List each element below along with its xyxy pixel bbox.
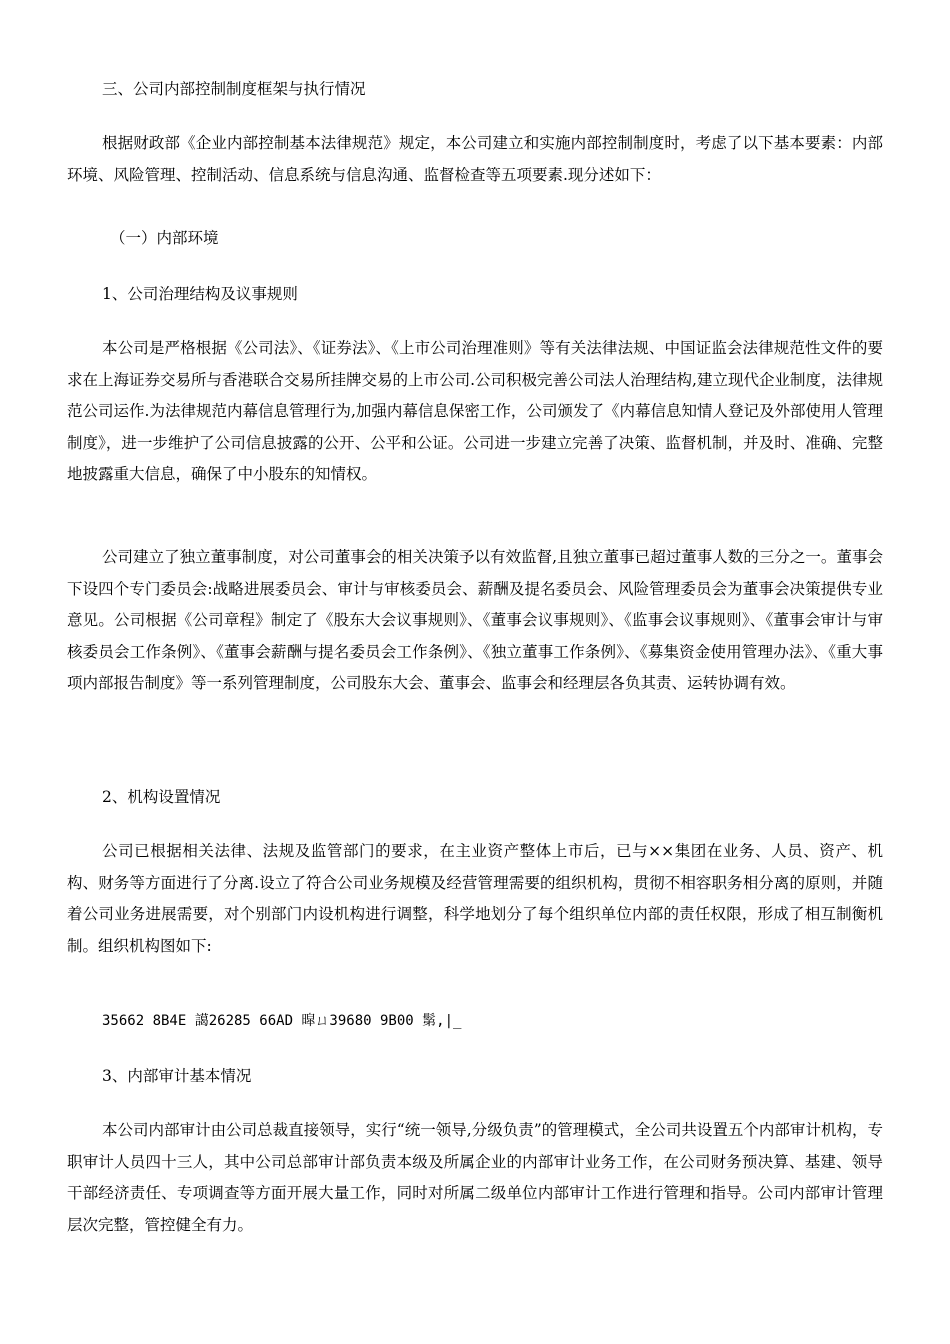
intro-paragraph: 根据财政部《企业内部控制基本法律规范》规定，本公司建立和实施内部控制制度时，考虑了以下基本要素：内部环境、风险管理、控制活动、信息系统与信息沟通、监督检查等五项要素.现分述如下： [67, 134, 883, 184]
item2-paragraph: 公司已根据相关法律、法规及监管部门的要求，在主业资产整体上市后，已与××集团在业务、人员、资产、机构、财务等方面进行了分离.设立了符合公司业务规模及经营管理需要的组织机构，贯彻不相容职务相分离的原则，并随着公司业务进展需要，对个别部门内设机构进行调整，科学地划分了每个组织单位内部的责任权限，形成了相互制衡机制。组织机构图如下: [67, 842, 883, 955]
section-heading: 三、公司内部控制制度框架与执行情况 [102, 80, 366, 98]
item3-paragraph: 本公司内部审计由公司总裁直接领导，实行“统一领导,分级负责”的管理模式，全公司共设置五个内部审计机构，专职审计人员四十三人，其中公司总部审计部负责本级及所属企业的内部审计业务工作，在公司财务预决算、基建、领导干部经济责任、专项调查等方面开展大量工作，同时对所属二级单位内部审计工作进行管理和指导。公司内部审计管理层次完整，管控健全有力。 [67, 1121, 883, 1234]
item1-paragraph-board: 公司建立了独立董事制度，对公司董事会的相关决策予以有效监督,且独立董事已超过董事人数的三分之一。董事会下设四个专门委员会:战略进展委员会、审计与审核委员会、薪酬及提名委员会、风险管理委员会为董事会决策提供专业意见。公司根据《公司章程》制定了《股东大会议事规则》、《董事会议事规则》、《监事会议事规则》、《董事会审计与审核委员会工作条例》、《董事会薪酬与提名委员会工作条例》、《独立董事工作条例》、《募集资金使用管理办法》、《重大事项内部报告制度》等一系列管理制度，公司股东大会、董事会、监事会和经理层各负其责、运转协调有效。 [67, 548, 883, 692]
item1-title: 1、公司治理结构及议事规则 [102, 285, 298, 303]
item2-title: 2、机构设置情况 [102, 788, 221, 806]
org-chart-placeholder-text: 35662 8B4E 譪26285 66AD 暭ㄩ39680 9B00 鬀,|_ [102, 1013, 462, 1029]
item3-title: 3、内部审计基本情况 [102, 1067, 252, 1085]
item1-paragraph-governance: 本公司是严格根据《公司法》、《证券法》、《上市公司治理准则》等有关法律法规、中国证监会法律规范性文件的要求在上海证券交易所与香港联合交易所挂牌交易的上市公司.公司积极完善公司法人治理结构,建立现代企业制度，法律规范公司运作.为法律规范内幕信息管理行为,加强内幕信息保密工作，公司颁发了《内幕信息知情人登记及外部使用人管理制度》，进一步维护了公司信息披露的公开、公平和公证。公司进一步建立完善了决策、监督机制，并及时、准确、完整地披露重大信息，确保了中小股东的知情权。 [67, 339, 883, 483]
subheading-internal-environment: （一）内部环境 [110, 229, 219, 247]
